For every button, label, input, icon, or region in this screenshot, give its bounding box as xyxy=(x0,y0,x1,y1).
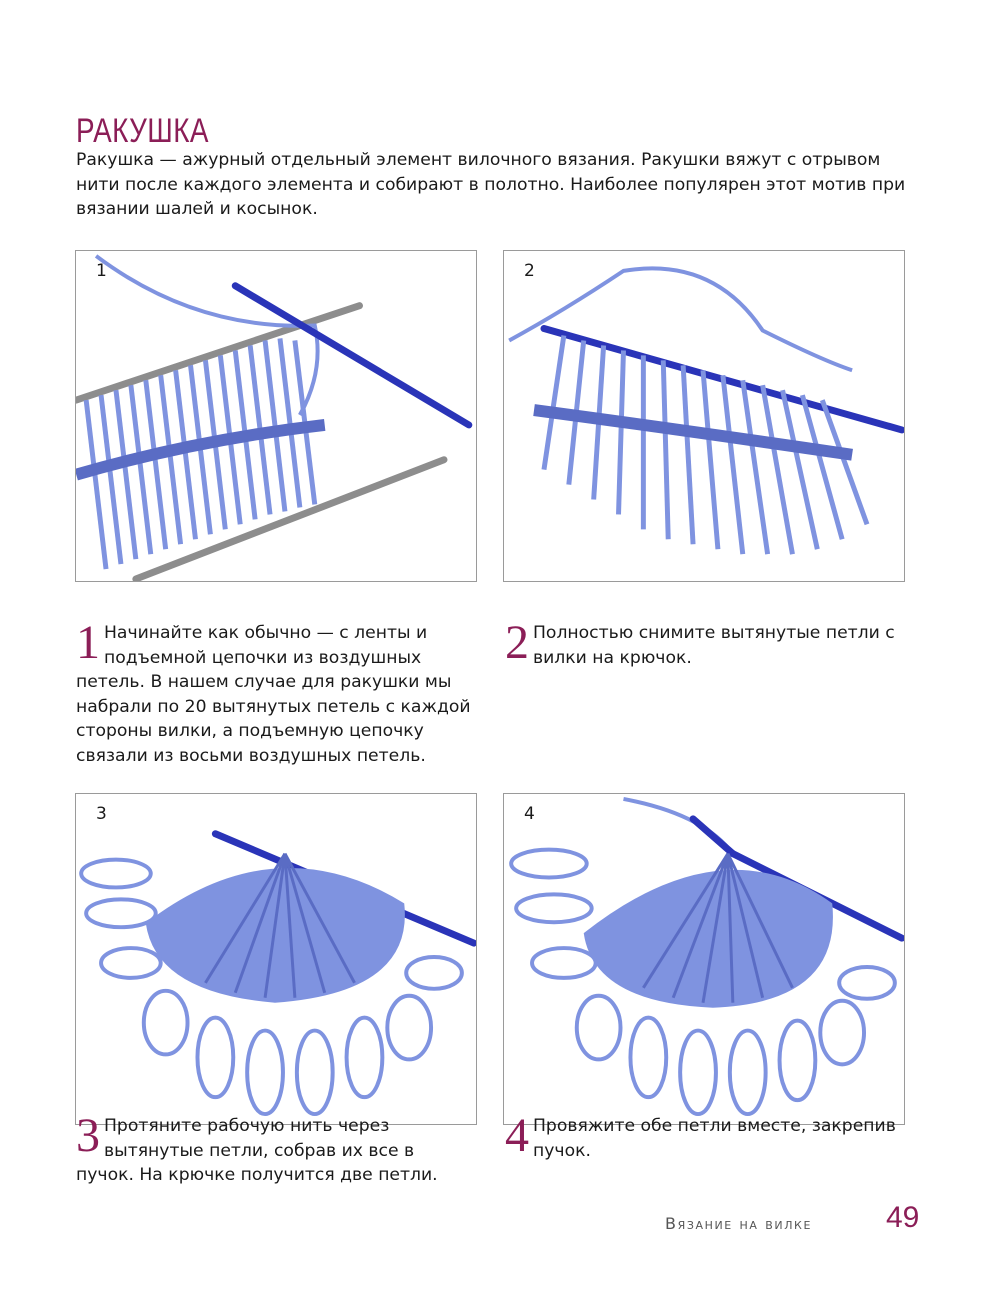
step-text: Полностью снимите вытянутые петли с вилки на крючок. xyxy=(533,623,895,668)
step-number: 2 xyxy=(505,616,529,669)
page-title: РАКУШКА xyxy=(76,111,209,150)
intro-paragraph: Ракушка — ажурный отдельный элемент вилочного вязания. Ракушки вяжут с отрывом нити после каждого элемента и собирают в полотно. Наиболее популярен этот мотив при вязании шалей и косынок. xyxy=(76,150,906,219)
step-number: 1 xyxy=(76,616,100,669)
step-text: Провяжите обе петли вместе, закрепив пучок. xyxy=(533,1116,896,1161)
photo-step-3 xyxy=(75,793,477,1125)
photo-step-2 xyxy=(503,250,905,582)
step-text: Протяните рабочую нить через вытянутые петли, собрав их все в пучок. На крючке получится две петли. xyxy=(76,1116,438,1185)
page-number: 49 xyxy=(886,1201,920,1234)
knitting-illustration-2 xyxy=(504,251,904,581)
photo-step-4 xyxy=(503,793,905,1125)
photo-step-1 xyxy=(75,250,477,582)
photo-number: 3 xyxy=(96,804,107,824)
photo-number: 4 xyxy=(524,804,535,824)
knitting-illustration-3 xyxy=(76,794,476,1124)
step-number: 4 xyxy=(505,1109,529,1162)
footer-section-title: Вязание на вилке xyxy=(665,1214,813,1233)
step-number: 3 xyxy=(76,1109,100,1162)
step-1-caption xyxy=(76,616,476,768)
step-2-caption xyxy=(505,616,910,670)
photo-number: 2 xyxy=(524,261,535,281)
photo-number: 1 xyxy=(96,261,107,281)
step-3-caption xyxy=(76,1109,476,1188)
step-text: Начинайте как обычно — с ленты и подъемной цепочки из воздушных петель. В нашем случае для ракушки мы набрали по 20 вытянутых петель с каждой стороны вилки, а подъемную цепочку связали из восьми воздушных петель. xyxy=(76,623,471,766)
knitting-illustration-1 xyxy=(76,251,476,581)
step-4-caption xyxy=(505,1109,910,1163)
knitting-illustration-4 xyxy=(504,794,904,1124)
